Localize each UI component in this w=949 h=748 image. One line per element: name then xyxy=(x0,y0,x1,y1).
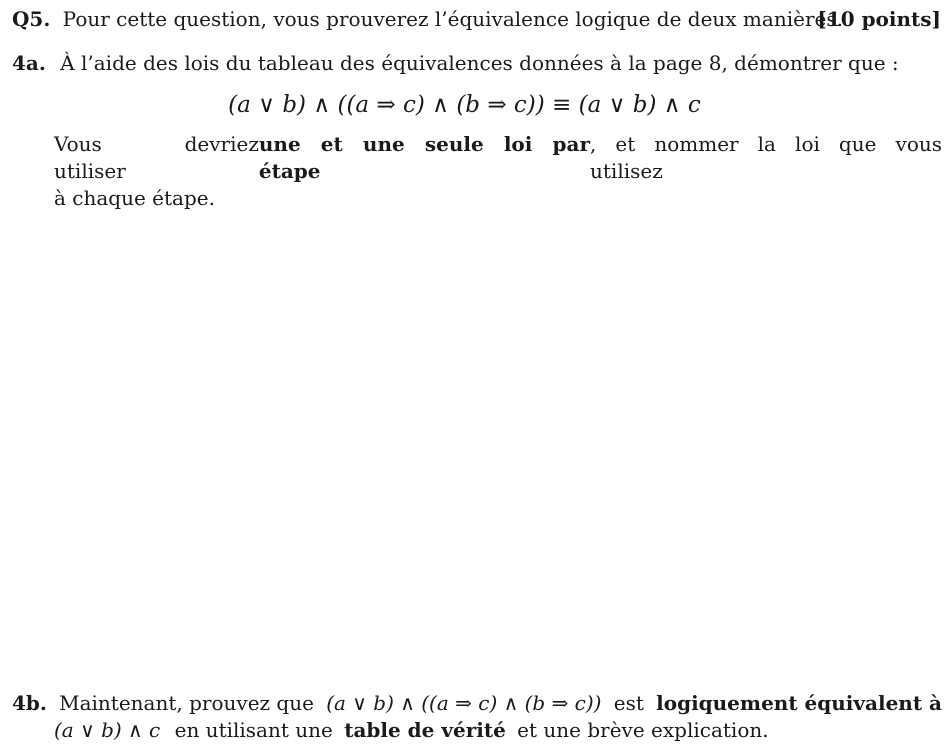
part-4b-formula-2: (a ∨ b) ∧ c xyxy=(54,718,161,742)
instruction-bold: une et une seule loi par étape xyxy=(258,132,590,183)
instruction-part-2: , et nommer la loi que vous utilisez xyxy=(590,132,942,183)
part-4a-text: À l’aide des lois du tableau des équivalences données à la page 8, démontrer que : xyxy=(60,51,899,75)
equivalence-formula: (a ∨ b) ∧ ((a ⇒ c) ∧ (b ⇒ c)) ≡ (a ∨ b) ∧ c xyxy=(228,92,701,118)
part-4b-bold-equiv: logiquement équivalent à xyxy=(656,691,942,715)
part-4b-label: 4b. xyxy=(12,691,47,715)
question-intro: Pour cette question, vous prouverez l’équivalence logique de deux manières. xyxy=(62,7,843,31)
instruction-line-1 xyxy=(54,131,942,185)
part-4b-bold-table: table de vérité xyxy=(344,718,506,742)
part-4b-line-2 xyxy=(54,717,769,743)
part-4a-label: 4a. xyxy=(12,51,46,75)
points-badge: [10 points] xyxy=(817,7,941,31)
part-4a-header xyxy=(12,50,899,76)
instruction-line-2: à chaque étape. xyxy=(54,186,215,210)
part-4b-text-b: et une brève explication. xyxy=(517,718,769,742)
part-4b-formula: (a ∨ b) ∧ ((a ⇒ c) ∧ (b ⇒ c)) xyxy=(326,691,602,715)
part-4b-line-1 xyxy=(12,690,942,716)
question-label: Q5. xyxy=(12,7,51,31)
part-4b-text-a: en utilisant une xyxy=(174,718,333,742)
part-4b-word-est: est xyxy=(613,691,644,715)
question-header xyxy=(12,6,843,32)
instruction-paragraph xyxy=(54,131,942,212)
part-4b-intro: Maintenant, prouvez que xyxy=(59,691,314,715)
instruction-part-1: Vous devriez utiliser xyxy=(54,132,259,183)
